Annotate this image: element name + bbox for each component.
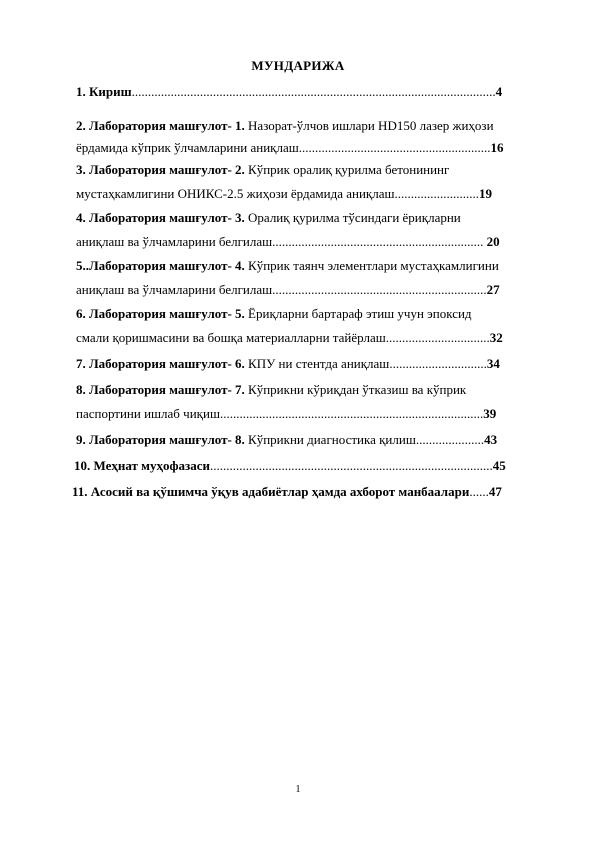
toc-entry-text: Кўприкни кўриқдан ўтказиш ва кўприк [244,382,467,397]
toc-entry-page: 27 [486,282,500,297]
toc-entry-number: 7. Лаборатория машғулот- 6. [76,356,245,371]
toc-entry-2-line-1[interactable] [76,118,546,134]
toc-entry-number: 4. Лаборатория машғулот- 3. [76,210,245,225]
toc-entry-number: 1. Кириш [76,84,132,99]
toc-entry-dots: .................................................................. [272,282,487,297]
toc-entry-number: 11. Асосий ва қўшимча ўқув адабиётлар ҳамда ахборот манбаалари [72,484,470,499]
toc-entry-page: 16 [490,140,504,155]
toc-entry-page: 34 [486,356,500,371]
toc-entry-4-line-2[interactable] [76,234,546,250]
toc-entry-3-line-1[interactable] [76,162,546,178]
toc-entry-3-line-2[interactable] [76,186,546,202]
toc-entry-text: КПУ ни стентда аниқлаш [244,356,390,371]
toc-entry-text: ёрдамида кўприк ўлчамларини аниқлаш [76,140,299,155]
toc-entry-page: 32 [489,330,503,345]
toc-entry-1[interactable] [76,84,536,100]
toc-entry-text: Ёриқларни бартараф этиш учун эпоксид [244,306,472,321]
toc-entry-dots: ........................................................... [298,140,491,155]
toc-entry-number: 8. Лаборатория машғулот- 7. [76,382,245,397]
toc-entry-number: 10. Меҳнат муҳофазаси [74,458,210,473]
toc-entry-number: 9. Лаборатория машғулот- 8. [76,432,245,447]
toc-entry-text: смали қоришмасини ва бошқа материалларни тайёрлаш [76,330,386,345]
page-number: 1 [295,784,301,795]
toc-entry-page: 20 [483,234,500,249]
toc-entry-6-line-1[interactable] [76,306,546,322]
toc-entry-text: Кўприкни диагностика қилиш [244,432,416,447]
toc-entry-5-line-2[interactable] [76,282,546,298]
toc-entry-text: аниқлаш ва ўлчамларини белгилаш [76,234,273,249]
toc-entry-dots: .............................. [389,356,487,371]
toc-entry-text: аниқлаш ва ўлчамларини белгилаш [76,282,273,297]
toc-entry-dots: .......................... [394,186,479,201]
toc-entry-text: Кўприк оралиқ қурилма бетонининг [244,162,450,177]
toc-title [0,58,596,74]
toc-entry-5-line-1[interactable] [76,258,546,274]
toc-entry-dots: ................................................................................. [219,406,484,421]
toc-entry-page: 4 [495,84,503,99]
toc-entry-text: Назорат-ўлчов ишлари HD150 лазер жиҳози [244,118,494,133]
toc-entry-number: 6. Лаборатория машғулот- 5. [76,306,245,321]
toc-entry-2-line-2[interactable] [76,140,546,156]
toc-entry-dots: ................................................................................................................ [131,84,496,99]
toc-entry-page: 39 [483,406,497,421]
toc-entry-8-line-1[interactable] [76,382,546,398]
toc-entry-number: 3. Лаборатория машғулот- 2. [76,162,245,177]
toc-entry-text: мустаҳкамлигини ОНИКС-2.5 жиҳози ёрдамида аниқлаш [76,186,395,201]
toc-entry-7[interactable] [76,356,546,372]
toc-entry-page: 45 [492,458,506,473]
toc-entry-10[interactable] [74,458,544,474]
toc-entry-text: Кўприк таянч элементлари мустаҳкамлигини [244,258,499,273]
toc-entry-dots: ...... [469,484,489,499]
toc-entry-page: 47 [488,484,502,499]
toc-entry-dots: ................................ [385,330,490,345]
toc-entry-text: паспортини ишлаб чиқиш [76,406,220,421]
toc-entry-11[interactable] [72,484,548,500]
toc-entry-dots: ....................................................................................... [210,458,493,473]
toc-entry-page: 19 [478,186,492,201]
toc-entry-text: Оралиқ қурилма тўсиндаги ёриқларни [244,210,461,225]
toc-entry-page: 43 [484,432,498,447]
toc-entry-4-line-1[interactable] [76,210,546,226]
toc-entry-8-line-2[interactable] [76,406,546,422]
toc-title-text: МУНДАРИЖА [251,58,345,73]
toc-entry-6-line-2[interactable] [76,330,546,346]
toc-entry-number: 5..Лаборатория машғулот- 4. [76,258,245,273]
toc-entry-dots: ................................................................. [272,234,484,249]
toc-entry-9[interactable] [76,432,546,448]
toc-entry-dots: ..................... [415,432,485,447]
toc-entry-number: 2. Лаборатория машғулот- 1. [76,118,245,133]
